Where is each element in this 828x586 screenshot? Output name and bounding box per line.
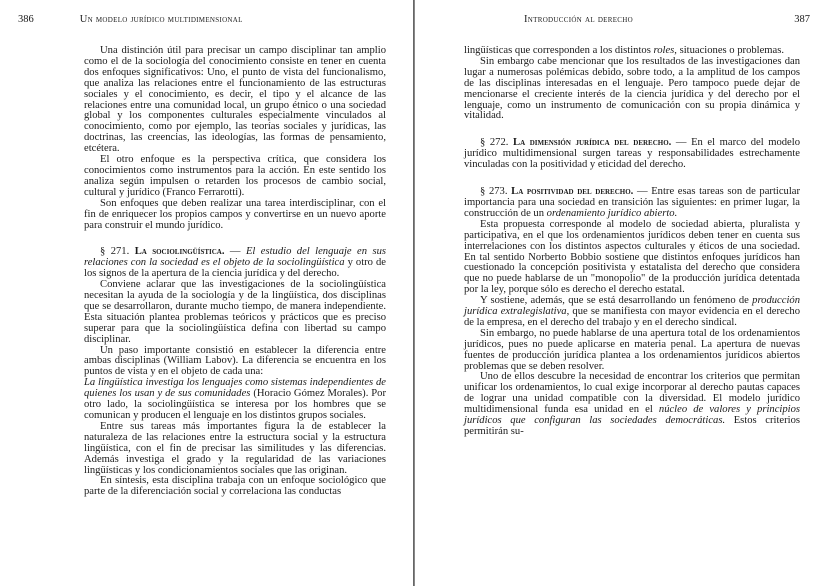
section-dash: — bbox=[633, 186, 652, 198]
running-title: Un modelo jurídico multidimensional bbox=[79, 14, 243, 25]
section-gap bbox=[84, 231, 386, 247]
paragraph: Conviene aclarar que las investigaciones de la sociolingüística necesitan la ayuda de la sociología y de la lingüística, dos disciplinas que se desarrollaron, durante mucho tiempo, de manera independiente. Esta situación plantea problemas teóricos y prácticos que es preciso superar para que la sociolingüística defina con libertad su campo disciplinar. bbox=[84, 279, 386, 345]
right-page bbox=[426, 14, 810, 438]
paragraph bbox=[464, 296, 800, 329]
section-number: § 271. bbox=[100, 246, 130, 258]
right-page-header bbox=[426, 14, 810, 30]
section-dash: — bbox=[671, 137, 692, 149]
section-dash: — bbox=[224, 246, 246, 258]
continuation-post: , situaciones o problemas. bbox=[674, 45, 785, 56]
quote-paragraph bbox=[84, 378, 386, 422]
section-heading: La positividad del derecho. bbox=[511, 186, 634, 198]
left-page bbox=[18, 14, 400, 498]
paragraph-italic: producción jurídica extralegislativa bbox=[464, 295, 800, 318]
section-lead-rest: y otro de los signos de la apertura de la ciencia jurídica y del derecho. bbox=[84, 257, 386, 280]
section-number: § 273. bbox=[480, 186, 508, 198]
page-number: 386 bbox=[18, 14, 34, 25]
section-272 bbox=[464, 138, 800, 171]
left-page-body bbox=[84, 46, 386, 498]
quote-italic: La lingüística investiga los lenguajes como sistemas independientes de quienes los usan y de sus comunidades bbox=[84, 377, 386, 400]
paragraph-pre: Y sostiene, además, que se está desarrollando un fenómeno de bbox=[480, 295, 753, 307]
paragraph: Entre sus tareas más importantes figura la de establecer la naturaleza de las relaciones entre la estructura social y la estructura lingüística, con el fin de precisar las similitudes y las diferencias. Además investiga el grado y la regularidad de las variaciones lingüísticas y los condicionamientos sociales que las originan. bbox=[84, 420, 386, 476]
page-number: 387 bbox=[794, 14, 810, 25]
paragraph: Un paso importante consistió en establecer la diferencia entre ambas disciplinas (William Labov). La diferencia se encuentra en los puntos de vista y en el objeto de cada una: bbox=[84, 344, 386, 378]
paragraph: En síntesis, esta disciplina trabaja con un enfoque sociológico que parte de la diferenciación social y correlaciona las conductas bbox=[84, 475, 386, 498]
paragraph: Esta propuesta corresponde al modelo de sociedad abierta, pluralista y participativa, en el que los ordenamientos jurídicos deben tener en cuenta sus interrelaciones con los distintos aspectos culturales y éticos de una sociedad. En tal sentido Norberto Bobbio sostiene que distintos enfoques jurídicos han cuestionado la concepción positivista y estatalista del derecho que considera que no puede hablarse de un "monopolio" de la producción jurídica detentada por la ley, porque sólo es derecho el derecho estatal. bbox=[464, 218, 800, 296]
section-gap bbox=[464, 122, 800, 138]
continuation-italic: roles bbox=[653, 45, 675, 56]
paragraph-pre: Uno de ellos descubre la necesidad de encontrar los criterios que permitan unificar los ordenamientos, lo cual exige incorporar al derecho pautas capaces de lograr una unidad compatible con la diversidad. El modelo jurídico multidimensional funda esa unidad en el bbox=[464, 371, 800, 416]
section-271 bbox=[84, 247, 386, 280]
continuation-pre: lingüísticas que corresponden a los distintos bbox=[464, 45, 654, 56]
paragraph: Son enfoques que deben realizar una tarea interdisciplinar, con el fin de enriquecer los propios campos y convertirse en un nuevo aporte para construir el mundo jurídico. bbox=[84, 197, 386, 231]
left-page-header bbox=[18, 14, 400, 30]
book-gutter bbox=[413, 0, 415, 586]
section-lead-rest: En el marco del modelo jurídico multidimensional surgen tareas y responsabilidades estrechamente vinculadas con la positividad y eticidad del derecho. bbox=[464, 137, 800, 171]
section-lead-italic: El estudio del lenguaje en sus relaciones con la sociedad es el objeto de la sociolingüística bbox=[84, 246, 387, 269]
section-lead-rest: Entre esas tareas son de particular importancia para una sociedad en transición las siguientes: en primer lugar, la construcción de un bbox=[464, 186, 801, 219]
paragraph: Sin embargo, no puede hablarse de una apertura total de los ordenamientos jurídicos, pues no puede aplicarse en materia penal. La apertura de nuevas fuentes de producción jurídica plantea a los ordenamientos jurídicos abiertos problemas que se deben resolver. bbox=[464, 327, 800, 372]
paragraph: Una distinción útil para precisar un campo disciplinar tan amplio como el de la sociología del conocimiento consiste en tener en cuenta dos enfoques significativos: Uno, el punto de vista del funcionalismo, que analiza las relaciones entre el funcionamiento de las estructuras sociales y el conocimiento, es decir, el tipo y el alcance de las relaciones entre una comunidad local, un grupo étnico o una sociedad global y los componentes culturales especialmente vinculados al conocimiento, como por ejemplo, las teorías sociales y jurídicas, las doctrinas, las creencias, las ideologías, las formas de pensamiento, etcétera. bbox=[84, 45, 386, 155]
paragraph bbox=[464, 372, 800, 437]
paragraph-post: , que se manifiesta con mayor evidencia en el derecho de la empresa, en el derecho del trabajo y en el derecho sindical. bbox=[464, 306, 800, 328]
section-heading: La sociolingüística. bbox=[134, 246, 225, 258]
section-number: § 272. bbox=[480, 137, 509, 149]
quote-rest: (Horacio Gómez Morales). Por otro lado, la sociolingüística se interesa por los hombres que se comunican y producen el lenguaje en los distintos grupos sociales. bbox=[84, 388, 386, 421]
section-heading: La dimensión jurídica del derecho. bbox=[513, 137, 672, 149]
section-273 bbox=[464, 187, 800, 220]
section-lead-italic: ordenamiento jurídico abierto. bbox=[546, 207, 678, 219]
paragraph: El otro enfoque es la perspectiva crítica, que considera los conocimientos como instrumentos para la acción. En este sentido los analiza según impulsen o retarden los procesos de cambio social, cultural y jurídico (Franco Ferrarotti). bbox=[84, 154, 386, 198]
right-page-body bbox=[464, 46, 800, 438]
section-gap bbox=[464, 171, 800, 187]
paragraph-post: Estos criterios permitirán su- bbox=[464, 415, 800, 437]
paragraph-italic: núcleo de valores y principios jurídicos que configuran las sociedades democráticas. bbox=[464, 404, 800, 427]
running-title: Introducción al derecho bbox=[524, 14, 633, 25]
paragraph: Sin embargo cabe mencionar que los resultados de las investigaciones dan lugar a numerosas polémicas debido, sobre todo, a la amplitud de los campos de las disciplinas interesadas en el lenguaje. Pero tampoco puede dejar de mencionarse el creciente interés de la ciencia jurídica y del derecho por el lenguaje, como un instrumento de comunicación con su propia dinámica y vitalidad. bbox=[464, 55, 800, 122]
